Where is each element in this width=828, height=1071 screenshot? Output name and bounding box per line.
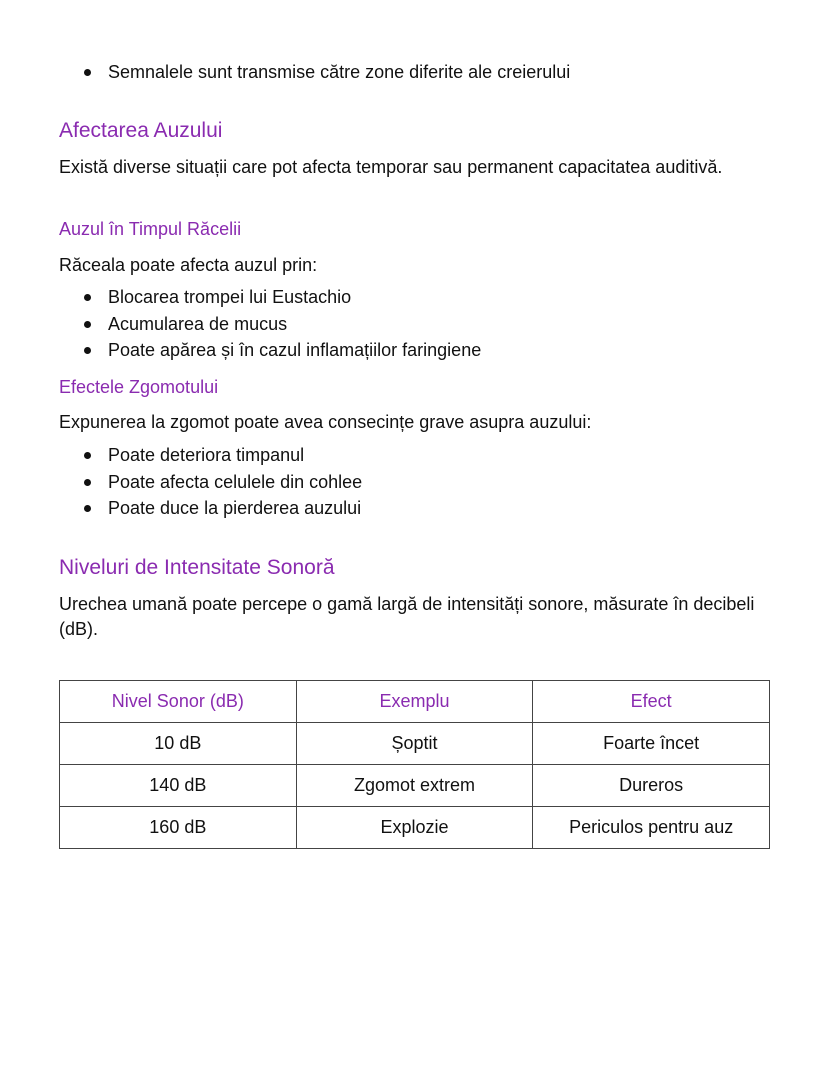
subsection-noise-intro: Expunerea la zgomot poate avea consecințe grave asupra auzului: bbox=[59, 412, 592, 432]
subsection-heading-cold: Auzul în Timpul Răcelii bbox=[59, 219, 242, 239]
section-affect-intro: Există diverse situații care pot afecta temporar sau permanent capacitatea auditivă. bbox=[59, 157, 723, 177]
brain-signal-list bbox=[84, 59, 570, 86]
bullet-icon bbox=[84, 321, 91, 328]
section-levels-intro: Urechea umană poate percepe o gamă largă de intensități sonore, măsurate în decibeli (dB). bbox=[59, 594, 755, 639]
column-header-level: Nivel Sonor (dB) bbox=[60, 681, 297, 723]
column-header-effect: Efect bbox=[533, 681, 770, 723]
cold-effects-list bbox=[84, 284, 481, 364]
list-item: Acumularea de mucus bbox=[84, 311, 481, 338]
bullet-icon bbox=[84, 347, 91, 354]
section-heading-levels: Niveluri de Intensitate Sonoră bbox=[59, 556, 335, 579]
list-item: Poate afecta celulele din cohlee bbox=[84, 469, 362, 496]
table-cell-effect: Dureros bbox=[533, 765, 770, 807]
table-cell-level: 140 dB bbox=[60, 765, 297, 807]
table-cell-example: Zgomot extrem bbox=[296, 765, 533, 807]
table-cell-effect: Periculos pentru auz bbox=[533, 807, 770, 849]
noise-effects-list bbox=[84, 442, 362, 522]
section-heading-affect: Afectarea Auzului bbox=[59, 119, 223, 142]
column-header-example: Exemplu bbox=[296, 681, 533, 723]
bullet-icon bbox=[84, 452, 91, 459]
list-item: Blocarea trompei lui Eustachio bbox=[84, 284, 481, 311]
list-item: Poate apărea și în cazul inflamațiilor faringiene bbox=[84, 337, 481, 364]
table-row bbox=[60, 765, 770, 807]
list-item: Poate deteriora timpanul bbox=[84, 442, 362, 469]
table-row bbox=[60, 723, 770, 765]
table-cell-level: 160 dB bbox=[60, 807, 297, 849]
list-item: Semnalele sunt transmise către zone diferite ale creierului bbox=[84, 59, 570, 86]
list-item: Poate duce la pierderea auzului bbox=[84, 495, 362, 522]
sound-levels-table bbox=[59, 680, 770, 849]
bullet-icon bbox=[84, 479, 91, 486]
table-cell-effect: Foarte încet bbox=[533, 723, 770, 765]
table-header-row bbox=[60, 681, 770, 723]
bullet-icon bbox=[84, 505, 91, 512]
table-cell-level: 10 dB bbox=[60, 723, 297, 765]
table-row bbox=[60, 807, 770, 849]
subsection-heading-noise: Efectele Zgomotului bbox=[59, 377, 219, 397]
bullet-icon bbox=[84, 69, 91, 76]
table-cell-example: Explozie bbox=[296, 807, 533, 849]
subsection-cold-intro: Răceala poate afecta auzul prin: bbox=[59, 255, 318, 275]
table-cell-example: Șoptit bbox=[296, 723, 533, 765]
bullet-icon bbox=[84, 294, 91, 301]
